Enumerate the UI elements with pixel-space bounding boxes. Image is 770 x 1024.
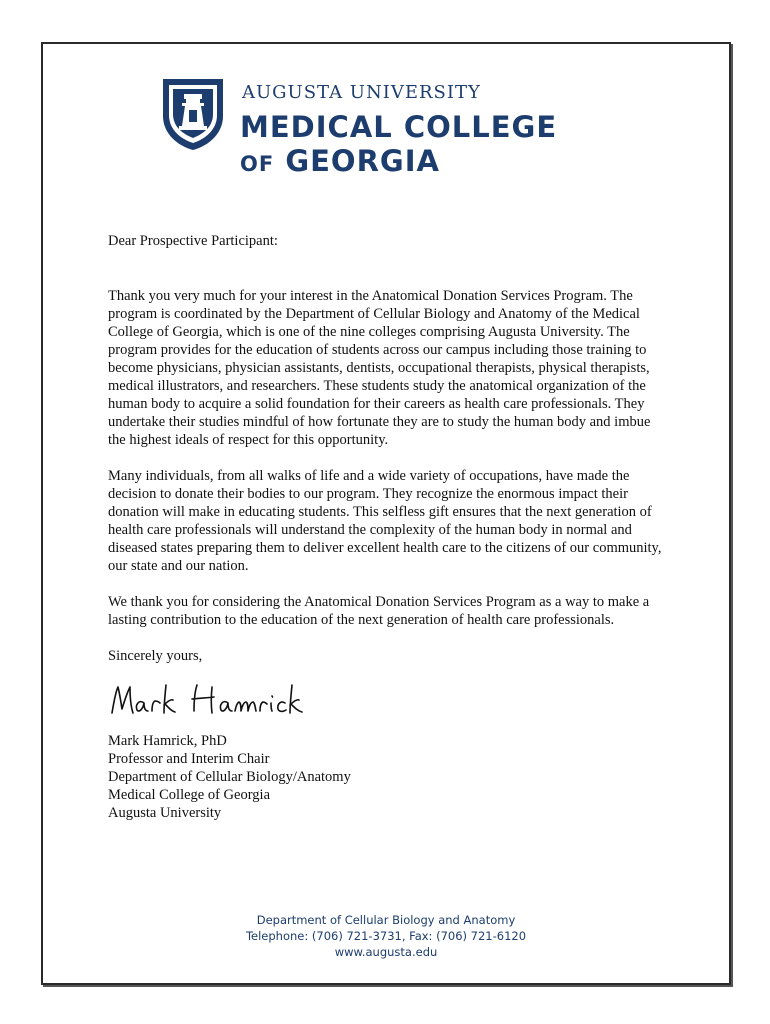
handwritten-signature <box>108 679 308 723</box>
footer-website-link[interactable]: www.augusta.edu <box>334 945 438 959</box>
letterhead-footer <box>41 912 731 960</box>
paragraph-3: We thank you for considering the Anatomical Donation Services Program as a way to make a lasting contribution to the education of the next generation of health care professionals. <box>108 594 650 628</box>
logo-state-name <box>240 144 440 178</box>
signer-name: Mark Hamrick, PhD <box>108 733 227 749</box>
logo-georgia: GEORGIA <box>285 144 440 178</box>
footer-department: Department of Cellular Biology and Anatomy <box>256 913 516 927</box>
footer-phone-fax: Telephone: (706) 721-3731, Fax: (706) 721-6120 <box>245 929 527 943</box>
logo-university-name: AUGUSTA UNIVERSITY <box>242 82 481 103</box>
signer-college: Medical College of Georgia <box>108 787 270 803</box>
salutation: Dear Prospective Participant: <box>108 233 278 249</box>
paragraph-2: Many individuals, from all walks of life and a wide variety of occupations, have made the decision to donate their bodies to our program. They recognize the enormous impact their donation will make in educating students. This selfless gift ensures that the next generation of health care professionals will understand the complexity of the human body in normal and diseased states preparing them to deliver excellent health care to the citizens of our community, our state and our nation. <box>108 468 662 574</box>
signer-department: Department of Cellular Biology/Anatomy <box>108 769 351 785</box>
signer-university: Augusta University <box>108 805 222 821</box>
signer-title: Professor and Interim Chair <box>108 751 270 767</box>
augusta-university-logo <box>160 76 610 180</box>
logo-college-name: MEDICAL COLLEGE <box>240 110 558 144</box>
closing: Sincerely yours, <box>108 648 203 664</box>
shield-crest-icon <box>160 76 226 152</box>
logo-of: OF <box>240 152 275 176</box>
paragraph-1: Thank you very much for your interest in the Anatomical Donation Services Program. The program is coordinated by the Department of Cellular Biology and Anatomy of the Medical College of Georgia, which is one of the nine colleges comprising Augusta University. The program provides for the education of students across our campus including those training to become physicians, physician assistants, dentists, occupational therapists, physical therapists, medical illustrators, and researchers. These students study the anatomical organization of the human body to acquire a solid foundation for their careers as health care professionals. They undertake their studies mindful of how fortunate they are to study the human body and imbue the highest ideals of respect for this opportunity. <box>108 288 651 448</box>
letter-body <box>108 232 668 822</box>
